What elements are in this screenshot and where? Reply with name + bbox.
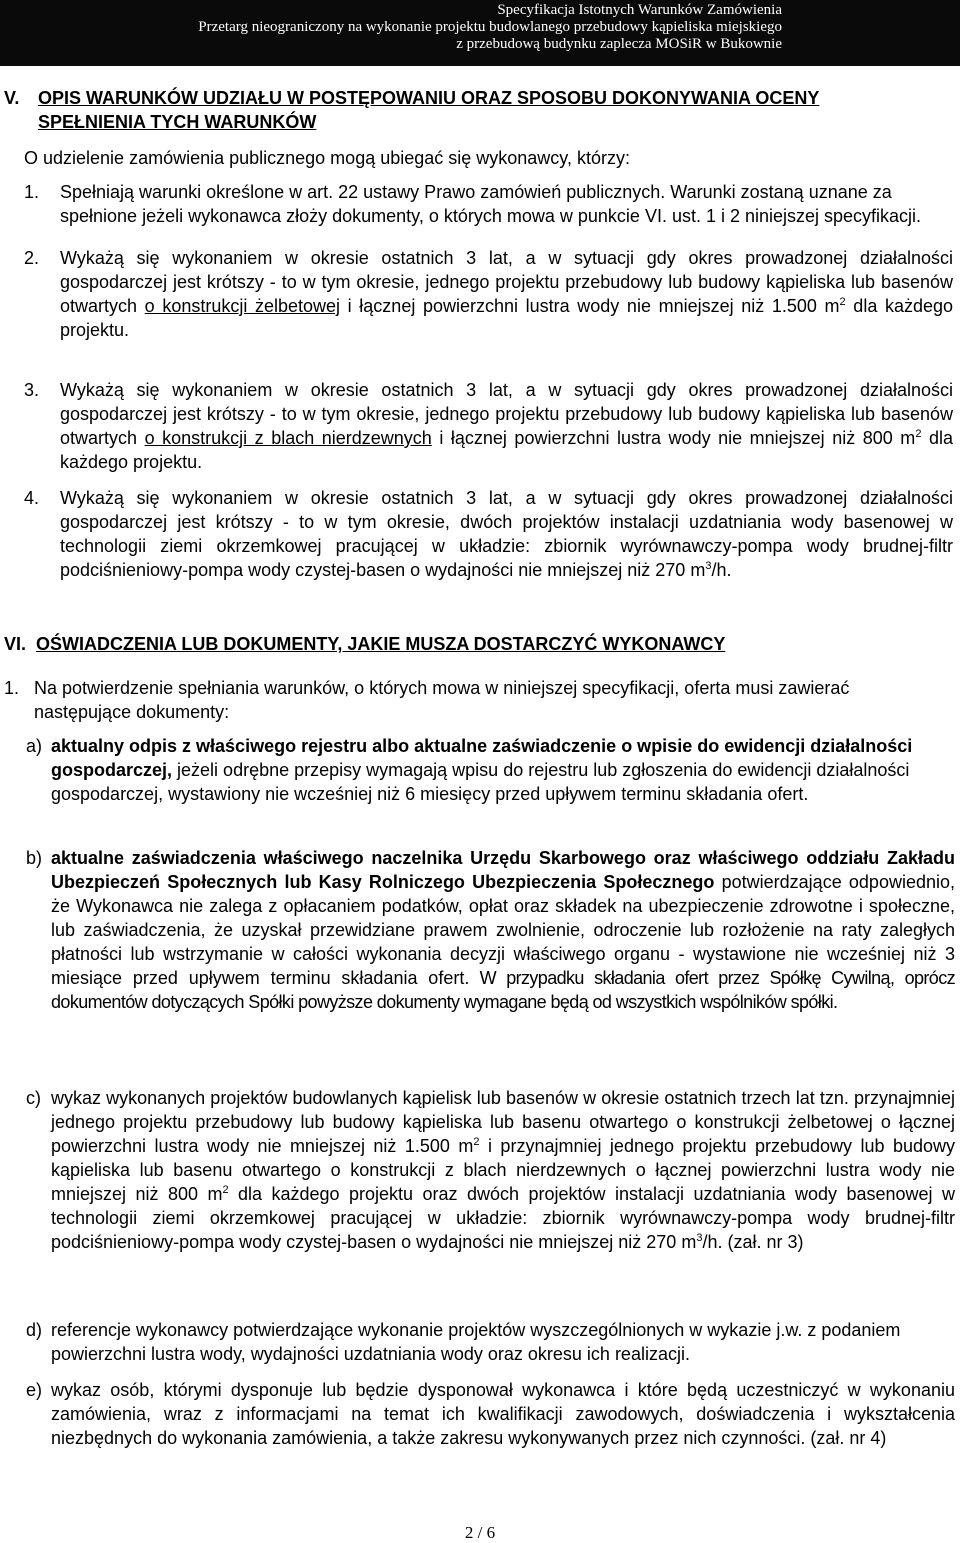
item-label: e) (26, 1380, 43, 1400)
item-label: c) (26, 1088, 41, 1108)
section-v-intro: O udzielenie zamówienia publicznego mogą ubiegać się wykonawcy, którzy: (24, 148, 630, 168)
page-number: 2 / 6 (464, 1523, 496, 1542)
paragraph-text: Na potwierdzenie spełniania warunków, o których mowa w niniejszej specyfikacji, oferta musi zawierać następujące dokumenty: (34, 678, 850, 722)
condition-number: 4. (24, 488, 40, 508)
condition-text: Wykażą się wykonaniem w okresie ostatnich 3 lat, a w sytuacji gdy okres prowadzonej działalności gospodarczej jest krótszy - to w tym okresie, jednego projektu przebudowy lub budowy kąpieliska lub basenów otwartych o konstrukcji z blach nierdzewnych i łącznej powierzchni lustra wody nie mniejszej niż 800 $m^2$ dla każdego projektu. (60, 380, 953, 472)
item-label: d) (26, 1320, 43, 1340)
condition-number: 2. (24, 248, 40, 268)
section-vi-title: OŚWIADCZENIA LUB DOKUMENTY, JAKIE MUSZA DOSTARCZYĆ WYKONAWCY (36, 634, 726, 654)
item-text: referencje wykonawcy potwierdzające wykonanie projektów wyszczególnionych w wykazie j.w. z podaniem powierzchni lustra wody, wydajności uzdatniania wody oraz okresu ich realizacji. (51, 1320, 901, 1364)
section-v-title: OPIS WARUNKÓW UDZIAŁU W POSTĘPOWANIU ORAZ SPOSOBU DOKONYWANIA OCENY SPEŁNIENIA TYCH WARUNKÓW (38, 88, 820, 132)
header-title: Specyfikacja Istotnych Warunków Zamówienia (497, 2, 782, 18)
header-subtitle: Przetarg nieograniczony na wykonanie projektu budowlanego przebudowy kąpieliska miejskiego (198, 19, 782, 35)
header-subtitle-2: z przebudową budynku zaplecza MOSiR w Bukownie (456, 36, 782, 52)
condition-number: 3. (24, 380, 40, 400)
item-text: aktualny odpis z właściwego rejestru albo aktualne zaświadczenie o wpisie do ewidencji działalności gospodarczej, jeżeli odrębne przepisy wymagają wpisu do rejestru lub zgłoszenia do ewidencji działalności gospodarczej, wystawiony nie wcześniej niż 6 miesięcy przed upływem terminu składania ofert. (51, 736, 913, 804)
condition-text: Spełniają warunki określone w art. 22 ustawy Prawo zamówień publicznych. Warunki zostaną uznane za spełnione jeżeli wykonawca złoży dokumenty, o których mowa w punkcie VI. ust. 1 i 2 niniejszej specyfikacji. (60, 182, 922, 226)
item-text: wykaz osób, którymi dysponuje lub będzie dysponował wykonawca i które będą uczestniczyć w wykonaniu zamówienia, wraz z informacjami na temat ich kwalifikacji zawodowych, doświadczenia i wykształcenia niezbędnych do wykonania zamówienia, a także zakresu wykonywanych przez nich czynności. (zał. nr 4) (51, 1380, 955, 1448)
construction-type: o konstrukcji żelbetowej (144, 296, 341, 316)
section-v-number: V. (4, 88, 20, 108)
construction-type: o konstrukcji z blach nierdzewnych (144, 428, 432, 448)
paragraph-number: 1. (4, 678, 20, 698)
item-label: a) (26, 736, 43, 756)
item-text: aktualne zaświadczenia właściwego naczelnika Urzędu Skarbowego oraz właściwego oddziału Zakładu Ubezpieczeń Społecznych lub Kasy Rolniczego Ubezpieczenia Społecznego potwierdzające odpowiednio, że Wykonawca nie zalega z opłacaniem podatków, opłat oraz składek na ubezpieczenie zdrowotne i społeczne, lub zaświadczenia, że uzyskał przewidziane prawem zwolnienie, odroczenie lub rozłożenie na raty zaległych płatności lub wstrzymanie w całości wykonania decyzji właściwego organu - wystawione nie wcześniej niż 3 miesiące przed upływem terminu składania ofert. W przypadku składania ofert przez Spółkę Cywilną, oprócz dokumentów dotyczących Spółki powyższe dokumenty wymagane będą od wszystkich wspólników spółki. (51, 848, 956, 1012)
condition-text: Wykażą się wykonaniem w okresie ostatnich 3 lat, a w sytuacji gdy okres prowadzonej działalności gospodarczej jest krótszy - to w tym okresie, dwóch projektów instalacji uzdatniania wody basenowej w technologii ziemi okrzemkowej pracującej w układzie: zbiornik wyrównawczy-pompa wody brudnej-filtr podciśnieniowy-pompa wody czystej-basen o wydajności nie mniejszej niż 270 $m^3/h$. (60, 488, 953, 580)
condition-text: Wykażą się wykonaniem w okresie ostatnich 3 lat, a w sytuacji gdy okres prowadzonej działalności gospodarczej jest krótszy - to w tym okresie, jednego projektu przebudowy lub budowy kąpieliska lub basenów otwartych o konstrukcji żelbetowej i łącznej powierzchni lustra wody nie mniejszej niż 1.500 $m^2$ dla każdego projektu. (60, 248, 954, 340)
item-text: wykaz wykonanych projektów budowlanych kąpielisk lub basenów w okresie ostatnich trzech lat tzn. przynajmniej jednego projektu przebudowy lub budowy kąpieliska lub basenu otwartego o konstrukcji żelbetowej o łącznej powierzchni lustra wody nie mniejszej niż 1.500 $m^2$ i przynajmniej jednego projektu przebudowy lub budowy kąpieliska lub basenu otwartego o konstrukcji z blach nierdzewnych o łącznej powierzchni lustra wody nie mniejszej niż 800 $m^2$ dla każdego projektu oraz dwóch projektów instalacji uzdatniania wody basenowej w technologii ziemi okrzemkowej pracującej w układzie: zbiornik wyrównawczy-pompa wody brudnej-filtr podciśnieniowy-pompa wody czystej-basen o wydajności nie mniejszej niż 270 $m^3/h$. (zał. nr 3) (51, 1088, 956, 1252)
condition-number: 1. (24, 182, 40, 202)
document-header (0, 0, 960, 66)
section-vi-number: VI. (4, 634, 27, 654)
item-label: b) (26, 848, 43, 868)
